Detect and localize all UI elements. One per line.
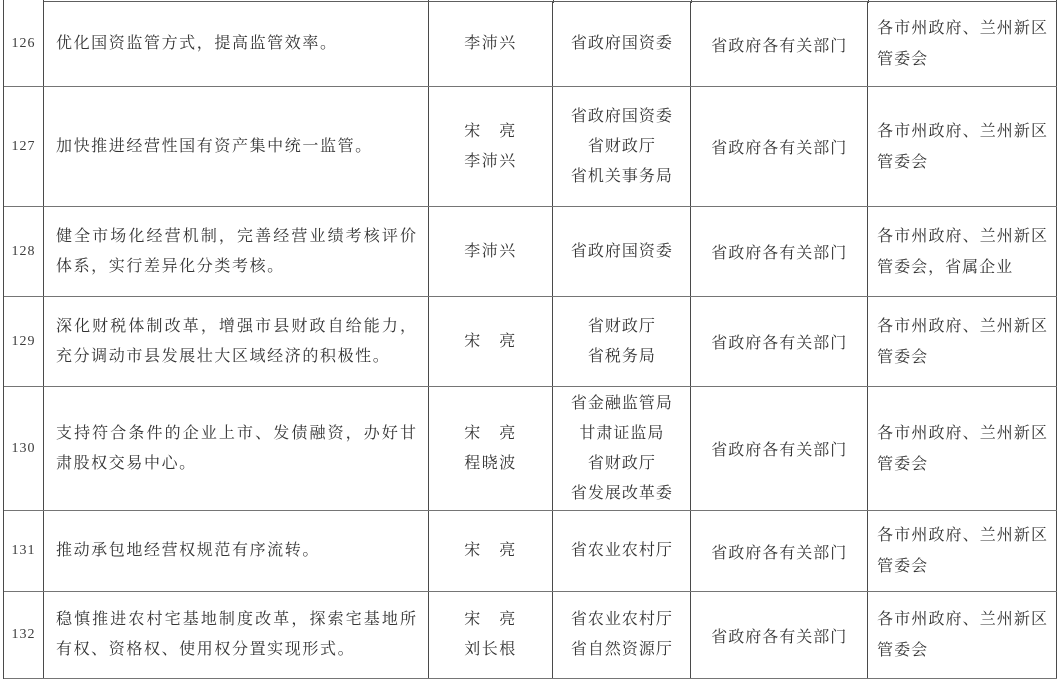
implementing-unit: 各市州政府、兰州新区管委会 xyxy=(877,317,1048,366)
implementing-unit-cell xyxy=(868,592,1057,678)
implementing-unit-cell xyxy=(868,2,1057,86)
row-number-cell xyxy=(4,387,44,510)
table-row xyxy=(4,592,1057,679)
person-name: 李沛兴 xyxy=(464,242,517,260)
lead-unit: 省农业农村厅 xyxy=(570,542,673,559)
task-text: 支持符合条件的企业上市、发债融资，办好甘肃股权交易中心。 xyxy=(55,424,418,472)
task-text: 深化财税体制改革，增强市县财政自给能力，充分调动市县发展壮大区域经济的积极性。 xyxy=(55,317,418,365)
task-text: 加快推进经营性国有资产集中统一监管。 xyxy=(55,137,373,155)
table-row xyxy=(4,297,1057,387)
implementing-unit-cell xyxy=(868,87,1057,206)
lead-unit-cell xyxy=(553,207,691,296)
cooperating-unit-cell xyxy=(691,207,868,296)
lead-unit-cell xyxy=(553,511,691,591)
lead-unit-cell xyxy=(553,2,691,86)
table-row xyxy=(4,87,1057,207)
cooperating-unit: 省政府各有关部门 xyxy=(711,628,848,646)
responsible-person-cell xyxy=(429,207,554,296)
lead-unit: 省发展改革委 xyxy=(570,484,673,502)
implementing-unit: 各市州政府、兰州新区管委会 xyxy=(877,527,1048,575)
task-cell xyxy=(44,207,429,296)
lead-unit: 省农业农村厅 xyxy=(570,611,673,628)
implementing-unit: 各市州政府、兰州新区管委会 xyxy=(877,20,1048,68)
person-name: 宋 亮 xyxy=(464,611,517,628)
lead-unit: 省政府国资委 xyxy=(570,242,673,260)
person-name: 宋 亮 xyxy=(464,542,517,559)
lead-unit: 省政府国资委 xyxy=(570,35,673,52)
task-text: 优化国资监管方式，提高监管效率。 xyxy=(55,35,338,52)
person-name: 宋 亮 xyxy=(464,122,517,140)
cooperating-unit-cell xyxy=(691,511,868,591)
row-number: 129 xyxy=(11,333,36,349)
lead-unit-cell xyxy=(553,297,691,386)
implementing-unit: 各市州政府、兰州新区管委会，省属企业 xyxy=(877,227,1048,276)
person-name: 宋 亮 xyxy=(464,332,517,350)
lead-unit-cell xyxy=(553,387,691,510)
responsible-person-cell xyxy=(429,592,554,678)
row-number: 126 xyxy=(11,36,36,51)
implementing-unit-cell xyxy=(868,387,1057,510)
table-row xyxy=(4,511,1057,592)
task-cell xyxy=(44,592,429,678)
cooperating-unit: 省政府各有关部门 xyxy=(711,335,848,352)
task-text: 推动承包地经营权规范有序流转。 xyxy=(55,542,320,559)
implementing-unit: 各市州政府、兰州新区管委会 xyxy=(877,611,1048,659)
row-number: 128 xyxy=(11,243,36,259)
responsible-person-cell xyxy=(429,87,554,206)
lead-unit: 省财政厅 xyxy=(587,317,656,335)
person-name: 宋 亮 xyxy=(464,424,517,442)
cooperating-unit: 省政府各有关部门 xyxy=(711,442,848,459)
table-row xyxy=(4,207,1057,297)
lead-unit: 省税务局 xyxy=(587,347,656,365)
lead-unit-cell xyxy=(553,87,691,206)
row-number-cell xyxy=(4,87,44,206)
responsible-person-cell xyxy=(429,297,554,386)
cooperating-unit-cell xyxy=(691,387,868,510)
task-cell xyxy=(44,297,429,386)
task-cell xyxy=(44,511,429,591)
implementing-unit-cell xyxy=(868,511,1057,591)
row-number-cell xyxy=(4,2,44,86)
cooperating-unit: 省政府各有关部门 xyxy=(711,245,848,262)
row-number: 131 xyxy=(11,543,36,558)
lead-unit: 省机关事务局 xyxy=(570,167,673,185)
row-number-cell xyxy=(4,297,44,386)
implementing-unit: 各市州政府、兰州新区管委会 xyxy=(877,424,1048,473)
implementing-unit: 各市州政府、兰州新区管委会 xyxy=(877,122,1048,171)
row-number: 130 xyxy=(11,440,36,456)
task-table xyxy=(3,2,1057,679)
table-row xyxy=(4,387,1057,511)
cooperating-unit-cell xyxy=(691,87,868,206)
person-name: 李沛兴 xyxy=(464,152,517,170)
lead-unit: 省金融监管局 xyxy=(570,394,673,412)
row-number-cell xyxy=(4,511,44,591)
responsible-person-cell xyxy=(429,511,554,591)
task-cell xyxy=(44,87,429,206)
task-cell xyxy=(44,387,429,510)
lead-unit: 省财政厅 xyxy=(587,454,656,472)
person-name: 刘长根 xyxy=(464,641,517,658)
cooperating-unit: 省政府各有关部门 xyxy=(711,544,848,562)
responsible-person-cell xyxy=(429,387,554,510)
lead-unit: 省自然资源厅 xyxy=(570,641,673,658)
implementing-unit-cell xyxy=(868,207,1057,296)
cooperating-unit-cell xyxy=(691,592,868,678)
person-name: 程晓波 xyxy=(464,454,517,472)
row-number-cell xyxy=(4,207,44,296)
table-row xyxy=(4,2,1057,87)
table-top-rule xyxy=(44,1,1057,2)
lead-unit-cell xyxy=(553,592,691,678)
lead-unit: 省政府国资委 xyxy=(570,107,673,125)
lead-unit: 甘肃证监局 xyxy=(579,424,665,442)
row-number: 132 xyxy=(11,627,36,642)
responsible-person-cell xyxy=(429,2,554,86)
cooperating-unit-cell xyxy=(691,2,868,86)
task-text: 健全市场化经营机制，完善经营业绩考核评价体系，实行差异化分类考核。 xyxy=(55,227,418,275)
person-name: 李沛兴 xyxy=(464,35,517,52)
cooperating-unit-cell xyxy=(691,297,868,386)
task-text: 稳慎推进农村宅基地制度改革，探索宅基地所有权、资格权、使用权分置实现形式。 xyxy=(55,611,418,658)
lead-unit: 省财政厅 xyxy=(587,137,656,155)
implementing-unit-cell xyxy=(868,297,1057,386)
cooperating-unit: 省政府各有关部门 xyxy=(711,37,848,55)
row-number-cell xyxy=(4,592,44,678)
cooperating-unit: 省政府各有关部门 xyxy=(711,140,848,157)
task-cell xyxy=(44,2,429,86)
row-number: 127 xyxy=(11,138,36,154)
